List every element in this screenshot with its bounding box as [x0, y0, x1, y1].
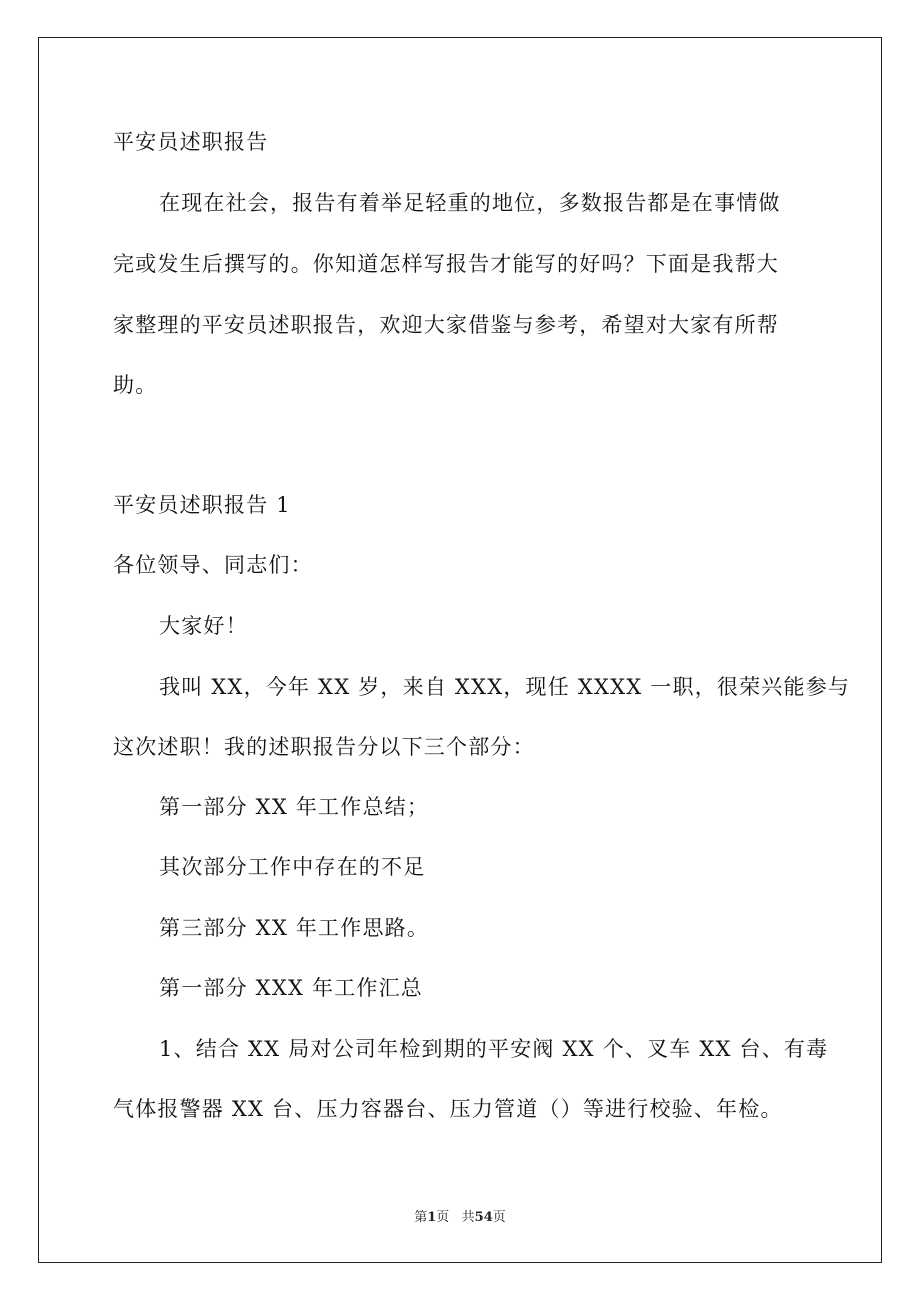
part-2-line: 其次部分工作中存在的不足 — [159, 855, 426, 879]
paragraph-1-line-1: 我叫 XX，今年 XX 岁，来自 XXX，现任 XXXX 一职，很荣兴能参与 — [159, 675, 851, 699]
intro-line-2: 完或发生后撰写的。你知道怎样写报告才能写的好吗？下面是我帮大 — [113, 252, 779, 276]
intro-line-1: 在现在社会，报告有着举足轻重的地位，多数报告都是在事情做 — [159, 191, 781, 215]
intro-line-3: 家整理的平安员述职报告，欢迎大家借鉴与参考，希望对大家有所帮 — [113, 313, 779, 337]
footer-prefix: 第 — [414, 1210, 428, 1225]
section-title: 平安员述职报告 1 — [113, 493, 291, 517]
greeting: 大家好！ — [159, 614, 248, 638]
item-1-line-1: 1、结合 XX 局对公司年检到期的平安阀 XX 个、叉车 XX 台、有毒 — [159, 1037, 829, 1061]
page-footer — [0, 1206, 920, 1225]
part-3-line: 第三部分 XX 年工作思路。 — [159, 916, 430, 940]
footer-page-number: 1 — [427, 1210, 437, 1225]
footer-suffix: 页 — [492, 1210, 506, 1225]
item-1-line-2: 气体报警器 XX 台、压力容器台、压力管道（）等进行校验、年检。 — [113, 1097, 783, 1121]
paragraph-1-line-2: 这次述职！我的述职报告分以下三个部分： — [113, 735, 535, 759]
part-1-heading: 第一部分 XXX 年工作汇总 — [159, 976, 424, 1000]
part-1-line: 第一部分 XX 年工作总结； — [159, 795, 430, 819]
footer-total-pages: 54 — [474, 1210, 493, 1225]
footer-middle: 页 共 — [436, 1210, 475, 1225]
page-frame — [38, 37, 882, 1263]
document-title: 平安员述职报告 — [113, 130, 269, 154]
intro-line-4: 助。 — [113, 373, 158, 397]
salutation: 各位领导、同志们： — [113, 553, 313, 577]
